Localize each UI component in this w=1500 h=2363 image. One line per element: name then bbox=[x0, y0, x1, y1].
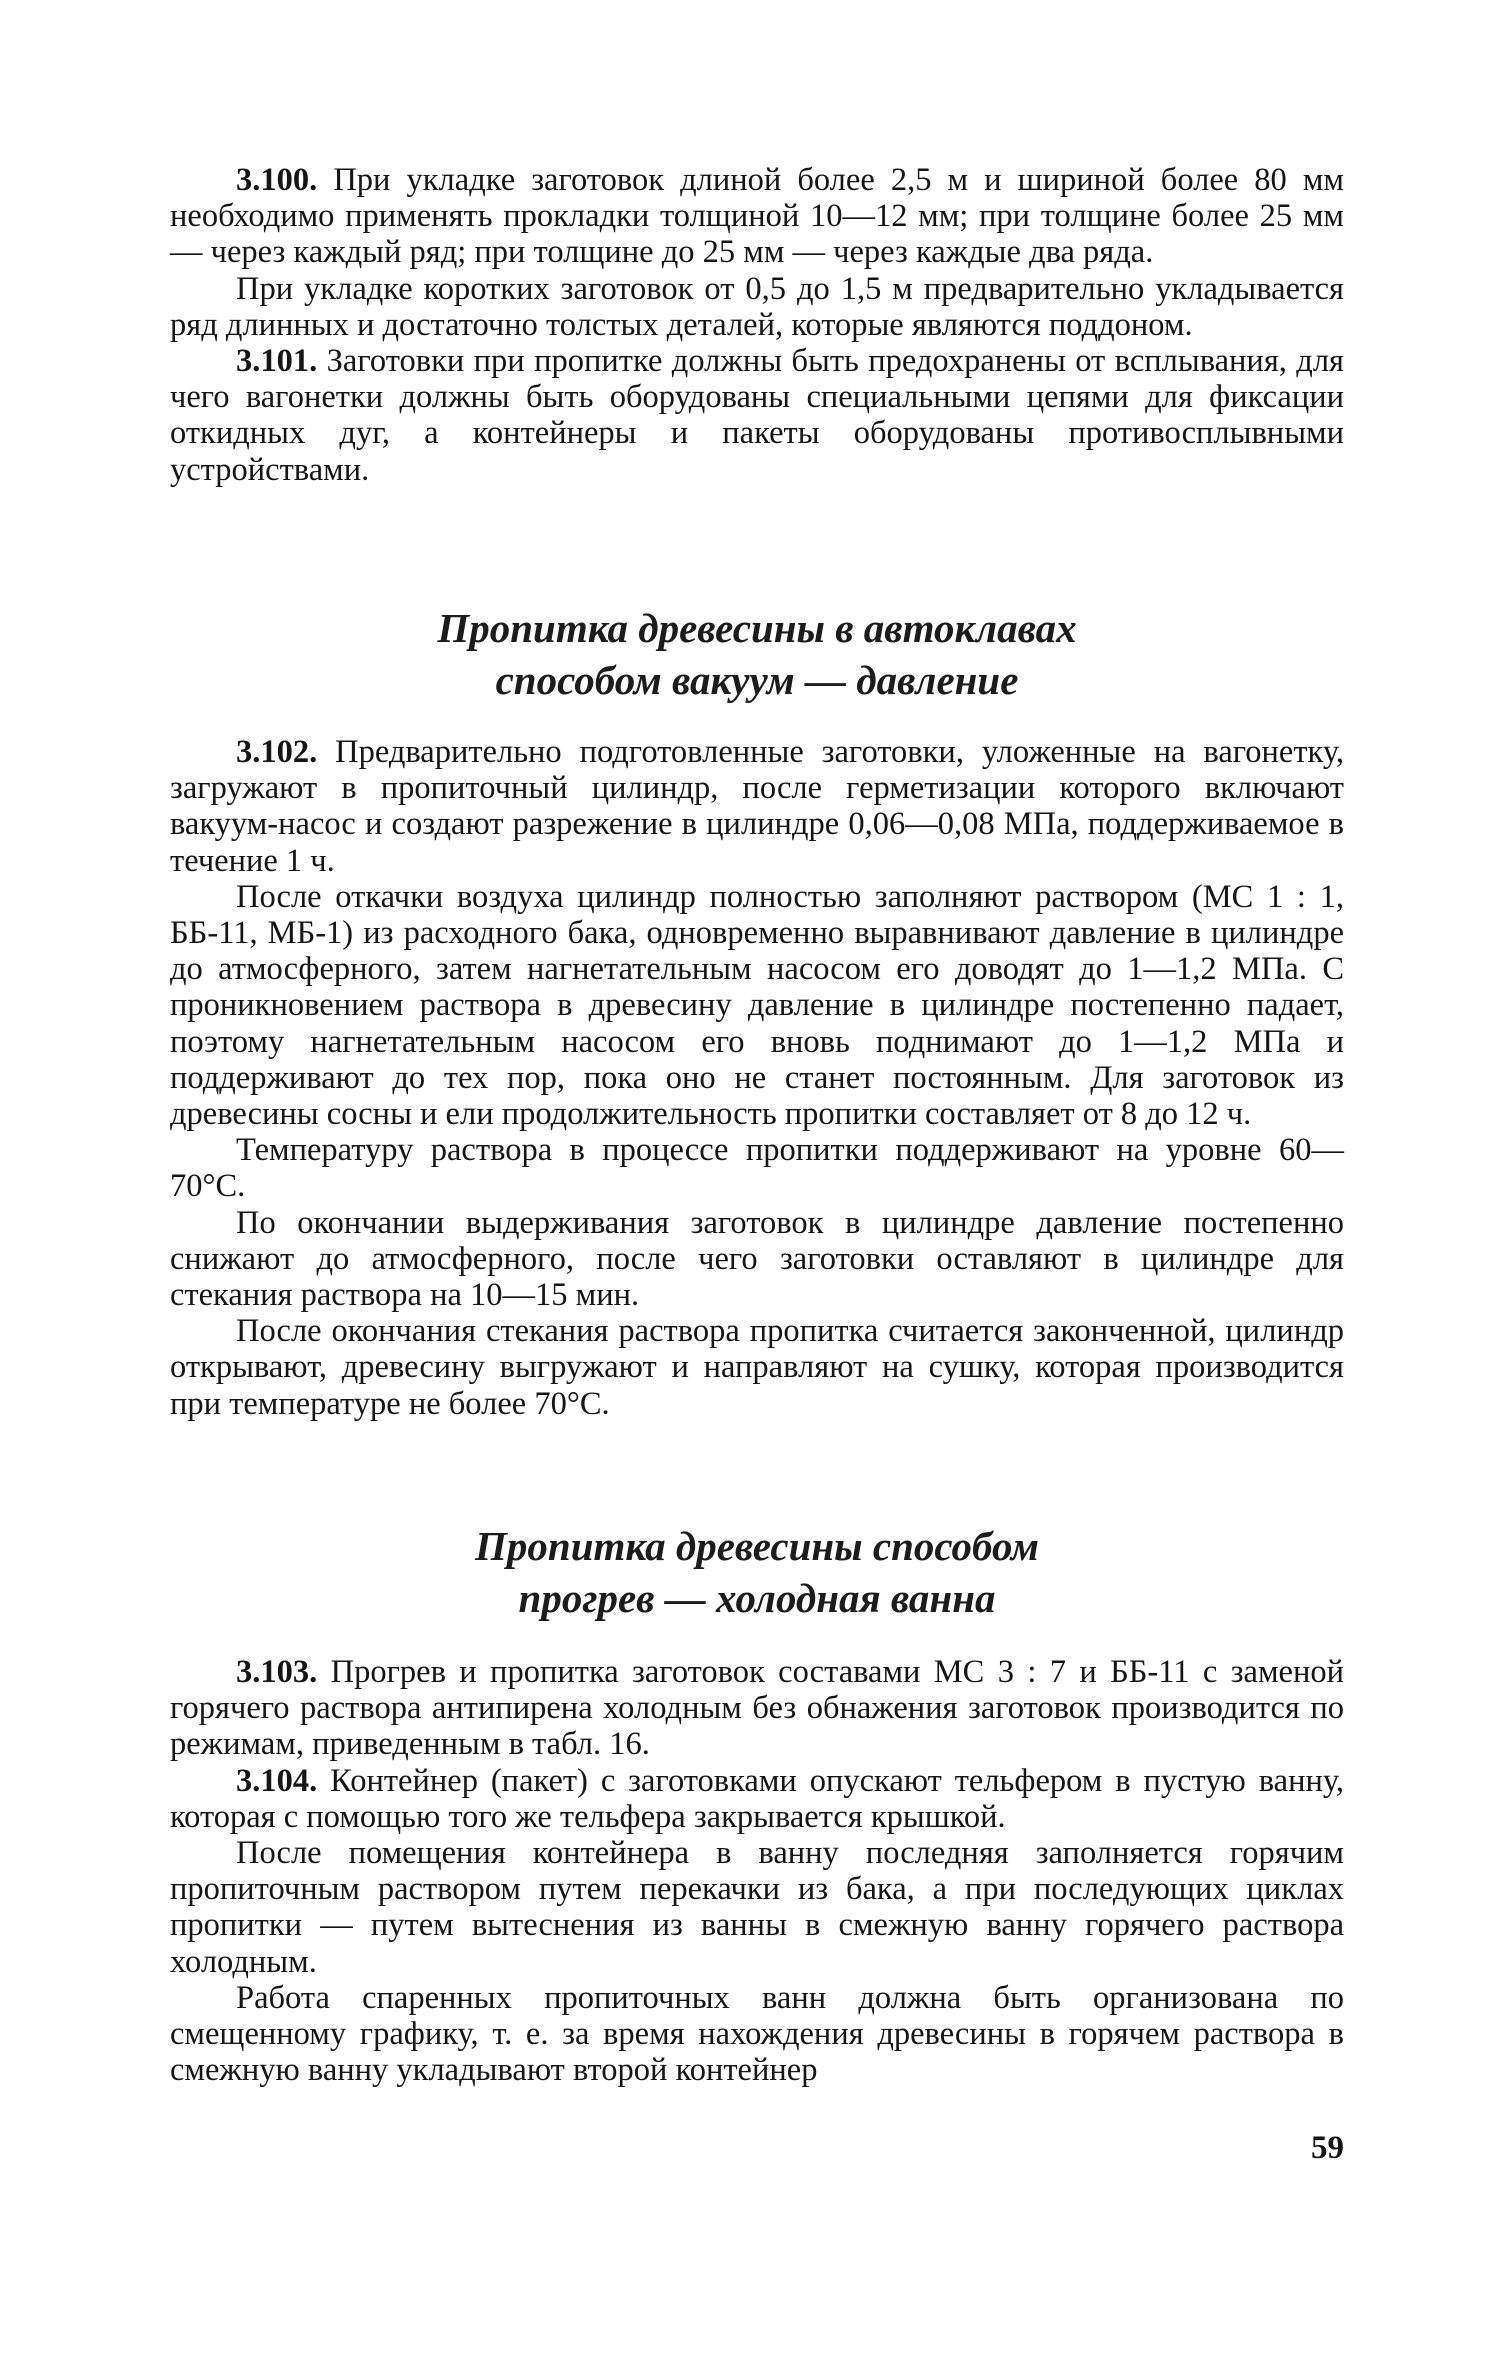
paragraph-text: Работа спаренных пропиточных ванн должна быть организована по смещенному графику, т. е. за время нахождения древесины в горячем раствора в смежную ванну укладывают второй контейнер bbox=[170, 1979, 1344, 2089]
paragraph bbox=[170, 162, 1344, 271]
paragraph-text: По окончании выдерживания заготовок в цилиндре давление постепенно снижают до атмосферного, после чего заготовки оставляют в цилиндре для стекания раствора на 10—15 мин. bbox=[170, 1204, 1344, 1314]
clause-number: 3.101. bbox=[236, 343, 318, 380]
clause-number: 3.103. bbox=[236, 1654, 318, 1690]
text-block bbox=[170, 162, 1344, 488]
paragraph bbox=[170, 1835, 1344, 1980]
text-block bbox=[170, 734, 1344, 1422]
paragraph bbox=[170, 1654, 1344, 1763]
paragraph bbox=[170, 734, 1344, 879]
paragraph-text: Контейнер (пакет) с заготовками опускают тельфером в пустую ванну, которая с помощью того же тельфера закрывается крышкой. bbox=[170, 1762, 1344, 1835]
clause-number: 3.104. bbox=[236, 1762, 318, 1799]
paragraph-text: При укладке коротких заготовок от 0,5 до 1,5 м предварительно укладывается ряд длинных и достаточно толстых деталей, которые являются поддоном. bbox=[170, 270, 1344, 343]
section-heading-line: Пропитка древесины в автоклавах bbox=[437, 605, 1077, 651]
section-heading bbox=[170, 1520, 1344, 1624]
clause-number: 3.102. bbox=[236, 734, 318, 770]
paragraph bbox=[170, 1205, 1344, 1314]
page-number: 59 bbox=[1311, 2130, 1344, 2166]
paragraph-text: При укладке заготовок длиной более 2,5 м и шириной более 80 мм необходимо применять прокладки толщиной 10—12 мм; при толщине более 25 мм — через каждый ряд; при толщине до 25 мм — через каждые два ряда. bbox=[170, 162, 1344, 271]
paragraph bbox=[170, 271, 1344, 343]
section-heading-line: Пропитка древесины способом bbox=[475, 1523, 1039, 1569]
paragraph bbox=[170, 879, 1344, 1132]
paragraph bbox=[170, 1980, 1344, 2089]
section-heading-line: способом вакуум — давление bbox=[495, 657, 1019, 703]
paragraph-text: Заготовки при пропитке должны быть предохранены от всплывания, для чего вагонетки должны быть оборудованы специальными цепями для фиксации откидных дуг, а контейнеры и пакеты оборудованы противосплывными устройствами. bbox=[170, 343, 1344, 488]
paragraph-text: После откачки воздуха цилиндр полностью заполняют раствором (МС 1 : 1, ББ-11, МБ-1) из расходного бака, одновременно выравнивают давление в цилиндре до атмосферного, затем нагнетательным насосом его доводят до 1—1,2 МПа. С проникновением раствора в древесину давление в цилиндре постепенно падает, поэтому нагнетательным насосом его вновь поднимают до 1—1,2 МПа и поддерживают до тех пор, пока оно не станет постоянным. Для заготовок из древесины сосны и ели продолжительность пропитки составляет от 8 до 12 ч. bbox=[170, 878, 1344, 1133]
clause-number: 3.100. bbox=[236, 162, 318, 198]
paragraph bbox=[170, 1132, 1344, 1204]
section-heading-line: прогрев — холодная ванна bbox=[518, 1575, 996, 1621]
paragraph bbox=[170, 1313, 1344, 1422]
text-block bbox=[170, 1654, 1344, 2088]
paragraph-text: Предварительно подготовленные заготовки, уложенные на вагонетку, загружают в пропиточный цилиндр, после герметизации которого включают вакуум-насос и создают разрежение в цилиндре 0,06—0,08 МПа, поддерживаемое в течение 1 ч. bbox=[170, 734, 1344, 879]
paragraph bbox=[170, 1763, 1344, 1835]
paragraph bbox=[170, 343, 1344, 488]
paragraph-text: Прогрев и пропитка заготовок составами МС 3 : 7 и ББ-11 с заменой горячего раствора антипирена холодным без обнажения заготовок производится по режимам, приведенным в табл. 16. bbox=[170, 1654, 1344, 1763]
paragraph-text: После помещения контейнера в ванну последняя заполняется горячим пропиточным раствором путем перекачки из бака, а при последующих циклах пропитки — путем вытеснения из ванны в смежную ванну горячего раствора холодным. bbox=[170, 1835, 1344, 1980]
section-heading bbox=[170, 602, 1344, 706]
paragraph-text: После окончания стекания раствора пропитка считается законченной, цилиндр открывают, древесину выгружают и направляют на сушку, которая производится при температуре не более 70°С. bbox=[170, 1313, 1344, 1422]
paragraph-text: Температуру раствора в процессе пропитки поддерживают на уровне 60—70°С. bbox=[170, 1132, 1344, 1205]
